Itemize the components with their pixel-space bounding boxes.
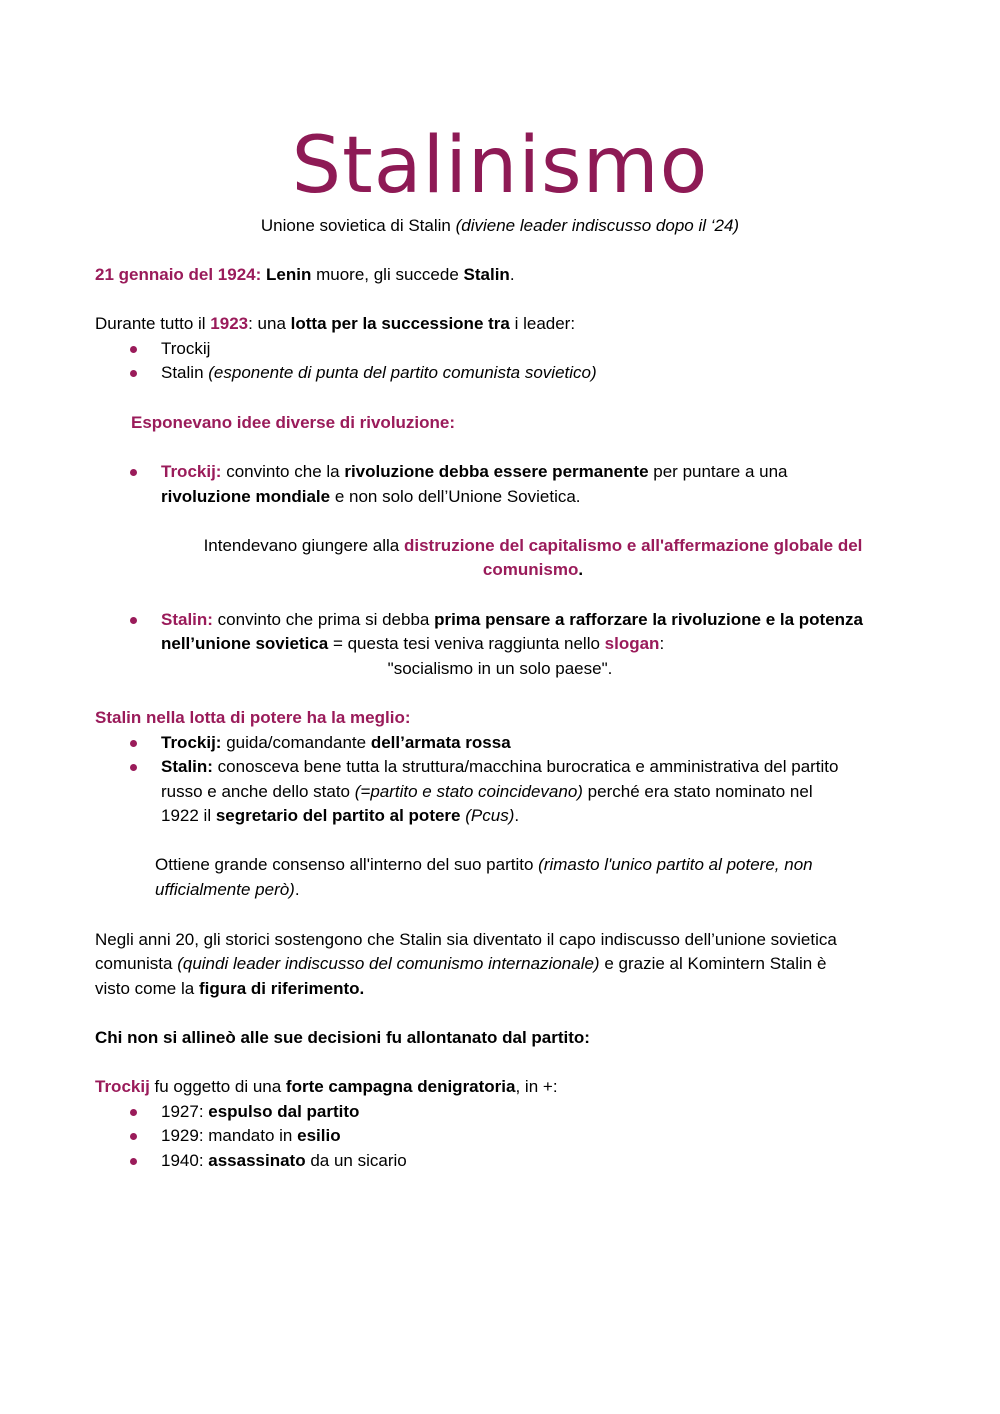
list-item-continuation: russo e anche dello stato (=partito e stato coincidevano) perché era stato nominato nel [161,782,813,801]
stalin-idea-line-2: nell’unione sovietica = questa tesi veniva raggiunta nello slogan: [161,634,665,653]
twenties-line-3: visto come la figura di riferimento. [95,979,365,998]
bullet-icon [130,1133,137,1140]
twenties-line-1: Negli anni 20, gli storici sostengono che Stalin sia diventato il capo indiscusso dell’unione sovietica [95,930,837,949]
consensus-line-2: ufficialmente però). [155,880,300,899]
bullet-icon [130,370,137,377]
list-item: Trockij [161,339,211,358]
slogan-quote: "socialismo in un solo paese". [387,659,613,678]
list-item: 1940: assassinato da un sicario [161,1151,407,1170]
page-title: Stalinismo [291,121,709,211]
subtitle-note: (diviene leader indiscusso dopo il ‘24) [455,216,740,235]
list-item: 1927: espulso dal partito [161,1102,360,1121]
bullet-icon [130,740,137,747]
twenties-line-2: comunista (quindi leader indiscusso del comunismo internazionale) e grazie al Komintern Stalin è [95,954,827,973]
stalin-idea-line-1: Stalin: convinto che prima si debba prima pensare a rafforzare la rivoluzione e la potenza [161,610,863,629]
date-label: 21 gennaio del 1924: [95,265,262,284]
list-item: Stalin (esponente di punta del partito comunista sovietico) [161,363,597,382]
trockij-idea-line-1: Trockij: convinto che la rivoluzione debba essere permanente per puntare a una [161,462,788,481]
ideas-heading: Esponevano idee diverse di rivoluzione: [131,413,456,432]
stalin-name: Stalin [463,265,510,284]
expelled-heading: Chi non si allineò alle sue decisioni fu allontanato dal partito: [95,1028,590,1047]
list-item-continuation: 1922 il segretario del partito al potere (Pcus). [161,806,520,825]
succession-intro: Durante tutto il 1923: una lotta per la successione tra i leader: [95,314,576,333]
date-line: 21 gennaio del 1924: Lenin muore, gli succede Stalin. [95,265,515,284]
trockij-goal-line-2: comunismo. [482,560,584,579]
year-1923: 1923 [210,314,249,333]
bullet-icon [130,469,137,476]
bullet-icon [130,617,137,624]
list-item: Trockij: guida/comandante dell’armata rossa [161,733,511,752]
list-item: Stalin: conosceva bene tutta la struttura/macchina burocratica e amministrativa del partito [161,757,839,776]
bullet-icon [130,764,137,771]
bullet-icon [130,346,137,353]
bullet-icon [130,1158,137,1165]
subtitle-text: Unione sovietica di Stalin [260,216,456,235]
bullet-icon [130,1109,137,1116]
lenin-name: Lenin [266,265,312,284]
subtitle [0,214,1000,238]
list-item: 1929: mandato in esilio [161,1126,341,1145]
consensus-line-1: Ottiene grande consenso all'interno del suo partito (rimasto l'unico partito al potere, non [155,855,813,874]
trockij-idea-line-2: rivoluzione mondiale e non solo dell’Unione Sovietica. [161,487,581,506]
trockij-fate-intro: Trockij fu oggetto di una forte campagna denigratoria, in +: [95,1077,558,1096]
power-heading: Stalin nella lotta di potere ha la meglio: [95,708,411,727]
trockij-goal-line-1: Intendevano giungere alla distruzione del capitalismo e all'affermazione globale del [203,536,863,555]
